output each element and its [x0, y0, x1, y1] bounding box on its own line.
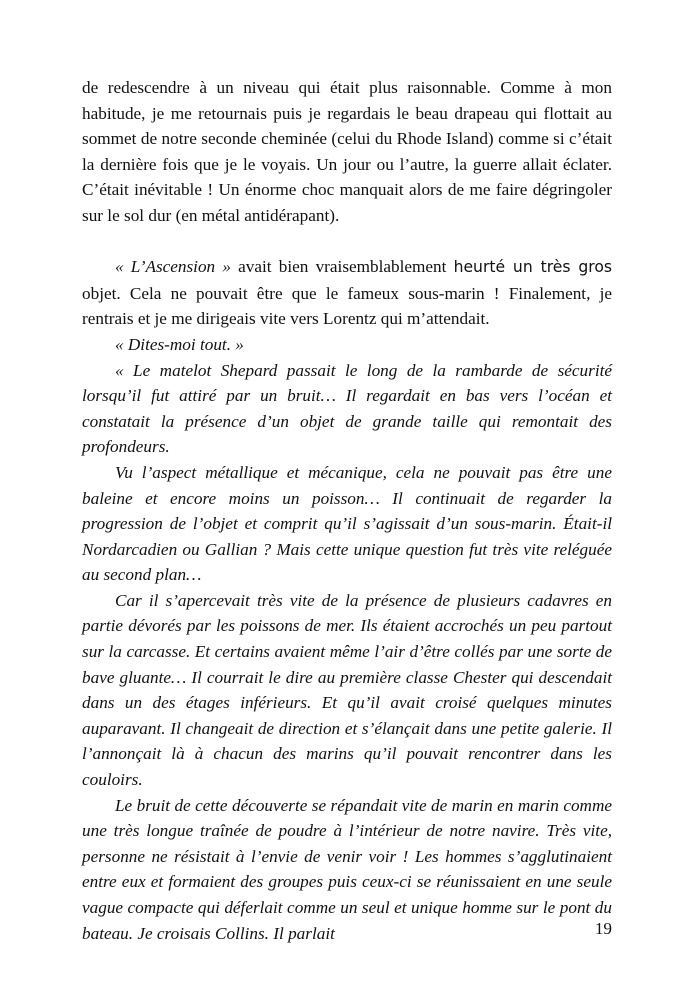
- paragraph-7: [82, 793, 612, 947]
- paragraph-5: [82, 460, 612, 588]
- paragraph-3-text: « Dites-moi tout. »: [115, 334, 244, 354]
- ship-name-title: « L’Ascension »: [115, 257, 231, 277]
- paragraph-4-text: « Le matelot Shepard passait le long de la rambarde de sécurité lorsqu’il fut attiré par un bruit… Il regardait en bas vers l’océan et constatait la présence d’un objet de grande taille qui remontait des profondeurs.: [82, 360, 612, 457]
- page-body: [82, 75, 612, 946]
- paragraph-1: de redescendre à un niveau qui était plus raisonnable. Comme à mon habitude, je me retournais puis je regardais le beau drapeau qui flottait au sommet de notre seconde cheminée (celui du Rhode Island) comme si c’était la dernière fois que je le voyais. Un jour ou l’autre, la guerre allait éclater. C’était inévitable ! Un énorme choc manquait alors de me faire dégringoler sur le sol dur (en métal antidérapant).: [82, 78, 612, 225]
- page-number: 19: [594, 919, 612, 938]
- paragraph-2-text-b: objet. Cela ne pouvait être que le fameux sous-marin ! Finalement, je rentrais et je me dirigeais vite vers Lorentz qui m’attendait.: [82, 283, 612, 329]
- paragraph-6: [82, 588, 612, 793]
- paragraph-2-text-a: avait bien vraisemblablement: [230, 257, 454, 277]
- paragraph-7-text: Le bruit de cette découverte se répandait vite de marin en marin comme une très longue traînée de poudre à l’intérieur de notre navire. Très vite, personne ne résistait à l’envie de venir voir ! Les hommes s’agglutinaient entre eux et formaient des groupes puis ceux-ci se réunissaient en une seule vague compacte qui déferlait comme un seul et unique homme sur le pont du bateau. Je croisais Collins. Il parlait: [82, 795, 612, 943]
- paragraph-4: [82, 358, 612, 460]
- paragraph-2: [82, 254, 612, 332]
- paragraph-6-text: Car il s’apercevait très vite de la présence de plusieurs cadavres en partie dévorés par les poissons de mer. Ils étaient accrochés un peu partout sur la carcasse. Et certains avaient même l’air d’être collés par une sorte de bave gluante… Il courrait le dire au première classe Chester qui descendait dans un des étages inférieurs. Et qu’il avait croisé quelques minutes auparavant. Il changeait de direction et s’élançait dans une petite galerie. Il l’annonçait là à chacun des marins qu’il pouvait rencontrer dans les couloirs.: [82, 590, 612, 790]
- paragraph-5-text: Vu l’aspect métallique et mécanique, cela ne pouvait pas être une baleine et encore moins un poisson… Il continuait de regarder la progression de l’objet et comprit qu’il s’agissait d’un sous-marin. Était-il Nordarcadien ou Gallian ? Mais cette unique question fut très vite reléguée au second plan…: [82, 462, 612, 585]
- paragraph-2-text-sans: heurté un très gros: [453, 258, 612, 277]
- paragraph-3: [82, 332, 612, 358]
